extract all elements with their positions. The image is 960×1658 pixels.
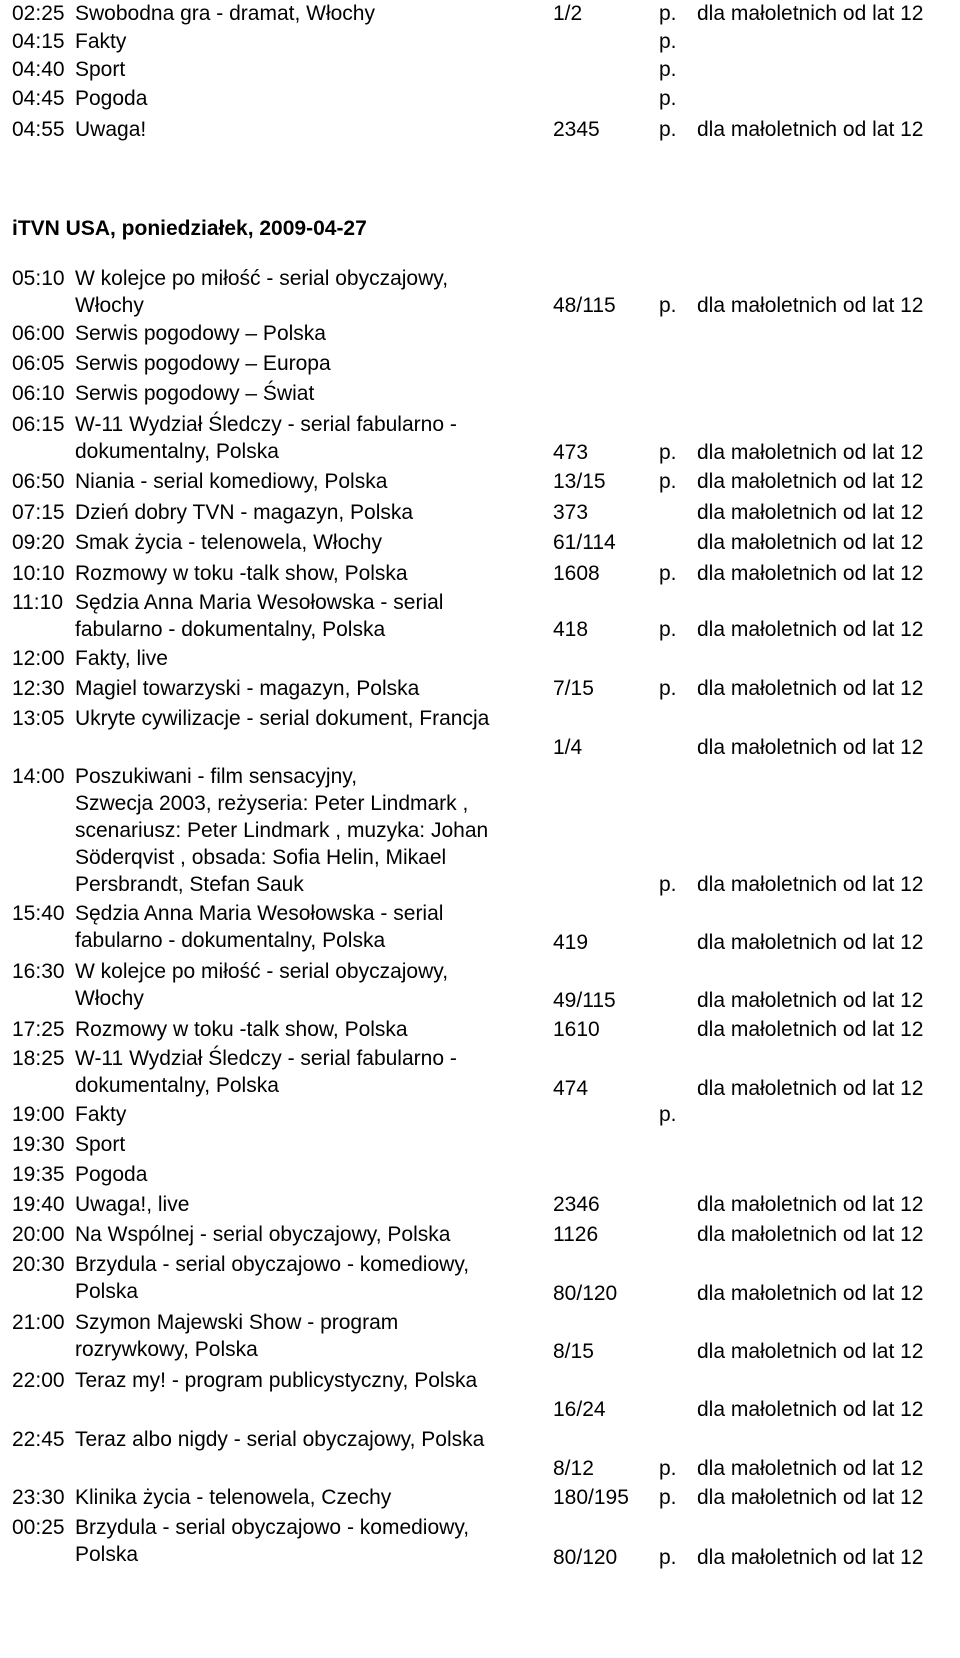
schedule-title: Serwis pogodowy – Świat — [75, 382, 315, 405]
schedule-time: 04:15 — [12, 30, 65, 53]
episode-number: 2346 — [553, 1193, 600, 1216]
rating-prefix: p. — [659, 87, 677, 110]
schedule-time: 00:25 — [12, 1516, 65, 1539]
schedule-time: 12:30 — [12, 677, 65, 700]
age-rating: dla małoletnich od lat 12 — [697, 1340, 924, 1363]
schedule-title: Sport — [75, 1133, 126, 1156]
schedule-title: Serwis pogodowy – Europa — [75, 352, 331, 375]
age-rating: dla małoletnich od lat 12 — [697, 989, 924, 1012]
age-rating: dla małoletnich od lat 12 — [697, 441, 924, 464]
age-rating: dla małoletnich od lat 12 — [697, 931, 924, 954]
schedule-title: W-11 Wydział Śledczy - serial fabularno - dokumentalny, Polska — [75, 1047, 457, 1097]
episode-number: 1608 — [553, 562, 600, 585]
rating-prefix: p. — [659, 1546, 677, 1569]
rating-prefix: p. — [659, 1457, 677, 1480]
schedule-time: 12:00 — [12, 647, 65, 670]
schedule-title: Sędzia Anna Maria Wesołowska - serial fabularno - dokumentalny, Polska — [75, 591, 444, 641]
episode-number: 80/120 — [553, 1282, 618, 1305]
age-rating: dla małoletnich od lat 12 — [697, 1546, 924, 1569]
schedule-title: Uwaga!, live — [75, 1193, 190, 1216]
age-rating: dla małoletnich od lat 12 — [697, 1193, 924, 1216]
age-rating: dla małoletnich od lat 12 — [697, 1018, 924, 1041]
schedule-time: 22:00 — [12, 1369, 65, 1392]
episode-number: 8/15 — [553, 1340, 594, 1363]
schedule-title: Brzydula - serial obyczajowo - komediowy, Polska — [75, 1516, 470, 1566]
rating-prefix: p. — [659, 618, 677, 641]
schedule-title: Rozmowy w toku -talk show, Polska — [75, 562, 408, 585]
schedule-title: Brzydula - serial obyczajowo - komediowy, Polska — [75, 1253, 470, 1303]
schedule-time: 19:00 — [12, 1103, 65, 1126]
schedule-title: Ukryte cywilizacje - serial dokument, Francja — [75, 707, 490, 730]
schedule-time: 16:30 — [12, 960, 65, 983]
rating-prefix: p. — [659, 2, 677, 25]
rating-prefix: p. — [659, 470, 677, 493]
schedule-time: 09:20 — [12, 531, 65, 554]
schedule-time: 06:15 — [12, 413, 65, 436]
episode-number: 1/2 — [553, 2, 583, 25]
age-rating: dla małoletnich od lat 12 — [697, 501, 924, 524]
age-rating: dla małoletnich od lat 12 — [697, 118, 924, 141]
schedule-time: 22:45 — [12, 1428, 65, 1451]
age-rating: dla małoletnich od lat 12 — [697, 562, 924, 585]
schedule-time: 13:05 — [12, 707, 65, 730]
schedule-title: Swobodna gra - dramat, Włochy — [75, 2, 375, 25]
schedule-time: 06:00 — [12, 322, 65, 345]
age-rating: dla małoletnich od lat 12 — [697, 1457, 924, 1480]
age-rating: dla małoletnich od lat 12 — [697, 294, 924, 317]
schedule-time: 17:25 — [12, 1018, 65, 1041]
episode-number: 473 — [553, 441, 589, 464]
age-rating: dla małoletnich od lat 12 — [697, 2, 924, 25]
episode-number: 474 — [553, 1077, 589, 1100]
episode-number: 1/4 — [553, 736, 583, 759]
schedule-title: Fakty, live — [75, 647, 168, 670]
schedule-title: Sport — [75, 58, 126, 81]
rating-prefix: p. — [659, 677, 677, 700]
rating-prefix: p. — [659, 873, 677, 896]
rating-prefix: p. — [659, 30, 677, 53]
rating-prefix: p. — [659, 1486, 677, 1509]
schedule-time: 11:10 — [12, 591, 63, 614]
schedule-title: Fakty — [75, 1103, 127, 1126]
age-rating: dla małoletnich od lat 12 — [697, 1486, 924, 1509]
episode-number: 61/114 — [553, 531, 616, 554]
schedule-title: W kolejce po miłość - serial obyczajowy, Włochy — [75, 960, 449, 1010]
rating-prefix: p. — [659, 294, 677, 317]
rating-prefix: p. — [659, 58, 677, 81]
schedule-title: Fakty — [75, 30, 127, 53]
episode-number: 7/15 — [553, 677, 594, 700]
episode-number: 1610 — [553, 1018, 600, 1041]
channel-day-heading: iTVN USA, poniedziałek, 2009-04-27 — [12, 217, 367, 240]
age-rating: dla małoletnich od lat 12 — [697, 736, 924, 759]
episode-number: 418 — [553, 618, 589, 641]
schedule-title: Magiel towarzyski - magazyn, Polska — [75, 677, 420, 700]
episode-number: 180/195 — [553, 1486, 629, 1509]
schedule-title: W-11 Wydział Śledczy - serial fabularno - dokumentalny, Polska — [75, 413, 457, 463]
age-rating: dla małoletnich od lat 12 — [697, 1398, 924, 1421]
schedule-time: 19:40 — [12, 1193, 65, 1216]
age-rating: dla małoletnich od lat 12 — [697, 618, 924, 641]
schedule-title: Na Wspólnej - serial obyczajowy, Polska — [75, 1223, 451, 1246]
schedule-time: 18:25 — [12, 1047, 65, 1070]
schedule-time: 06:10 — [12, 382, 65, 405]
age-rating: dla małoletnich od lat 12 — [697, 1282, 924, 1305]
episode-number: 1126 — [553, 1223, 599, 1246]
schedule-time: 02:25 — [12, 2, 65, 25]
schedule-title: Serwis pogodowy – Polska — [75, 322, 326, 345]
age-rating: dla małoletnich od lat 12 — [697, 531, 924, 554]
schedule-title: Poszukiwani - film sensacyjny, Szwecja 2003, reżyseria: Peter Lindmark , scenariusz: Peter Lindmark , muzyka: Johan Söderqvist , obsada: Sofia Helin, Mikael Persbrandt, Stefan Sauk — [75, 765, 489, 896]
episode-number: 419 — [553, 931, 589, 954]
age-rating: dla małoletnich od lat 12 — [697, 1077, 924, 1100]
schedule-time: 06:05 — [12, 352, 65, 375]
schedule-time: 21:00 — [12, 1311, 65, 1334]
rating-prefix: p. — [659, 1103, 677, 1126]
schedule-title: W kolejce po miłość - serial obyczajowy, Włochy — [75, 267, 449, 317]
age-rating: dla małoletnich od lat 12 — [697, 470, 924, 493]
age-rating: dla małoletnich od lat 12 — [697, 1223, 924, 1246]
schedule-title: Rozmowy w toku -talk show, Polska — [75, 1018, 408, 1041]
age-rating: dla małoletnich od lat 12 — [697, 677, 924, 700]
schedule-title: Pogoda — [75, 87, 148, 110]
schedule-title: Pogoda — [75, 1163, 148, 1186]
episode-number: 49/115 — [553, 989, 616, 1012]
schedule-title: Teraz albo nigdy - serial obyczajowy, Polska — [75, 1428, 485, 1451]
schedule-time: 14:00 — [12, 765, 65, 788]
schedule-time: 23:30 — [12, 1486, 65, 1509]
episode-number: 13/15 — [553, 470, 606, 493]
schedule-title: Teraz my! - program publicystyczny, Polska — [75, 1369, 478, 1392]
schedule-title: Klinika życia - telenowela, Czechy — [75, 1486, 392, 1509]
schedule-title: Smak życia - telenowela, Włochy — [75, 531, 382, 554]
episode-number: 80/120 — [553, 1546, 618, 1569]
schedule-time: 20:00 — [12, 1223, 65, 1246]
schedule-time: 15:40 — [12, 902, 65, 925]
episode-number: 373 — [553, 501, 589, 524]
schedule-time: 04:40 — [12, 58, 65, 81]
rating-prefix: p. — [659, 118, 677, 141]
schedule-time: 19:35 — [12, 1163, 65, 1186]
schedule-title: Szymon Majewski Show - program rozrywkowy, Polska — [75, 1311, 399, 1361]
schedule-time: 20:30 — [12, 1253, 65, 1276]
age-rating: dla małoletnich od lat 12 — [697, 873, 924, 896]
rating-prefix: p. — [659, 562, 677, 585]
schedule-time: 04:45 — [12, 87, 65, 110]
schedule-title: Niania - serial komediowy, Polska — [75, 470, 388, 493]
episode-number: 48/115 — [553, 294, 616, 317]
schedule-time: 04:55 — [12, 118, 65, 141]
schedule-time: 06:50 — [12, 470, 65, 493]
schedule-time: 05:10 — [12, 267, 65, 290]
episode-number: 16/24 — [553, 1398, 606, 1421]
episode-number: 2345 — [553, 118, 600, 141]
schedule-time: 19:30 — [12, 1133, 65, 1156]
episode-number: 8/12 — [553, 1457, 594, 1480]
schedule-title: Sędzia Anna Maria Wesołowska - serial fabularno - dokumentalny, Polska — [75, 902, 444, 952]
schedule-title: Dzień dobry TVN - magazyn, Polska — [75, 501, 414, 524]
schedule-time: 07:15 — [12, 501, 65, 524]
schedule-title: Uwaga! — [75, 118, 147, 141]
rating-prefix: p. — [659, 441, 677, 464]
schedule-time: 10:10 — [12, 562, 65, 585]
